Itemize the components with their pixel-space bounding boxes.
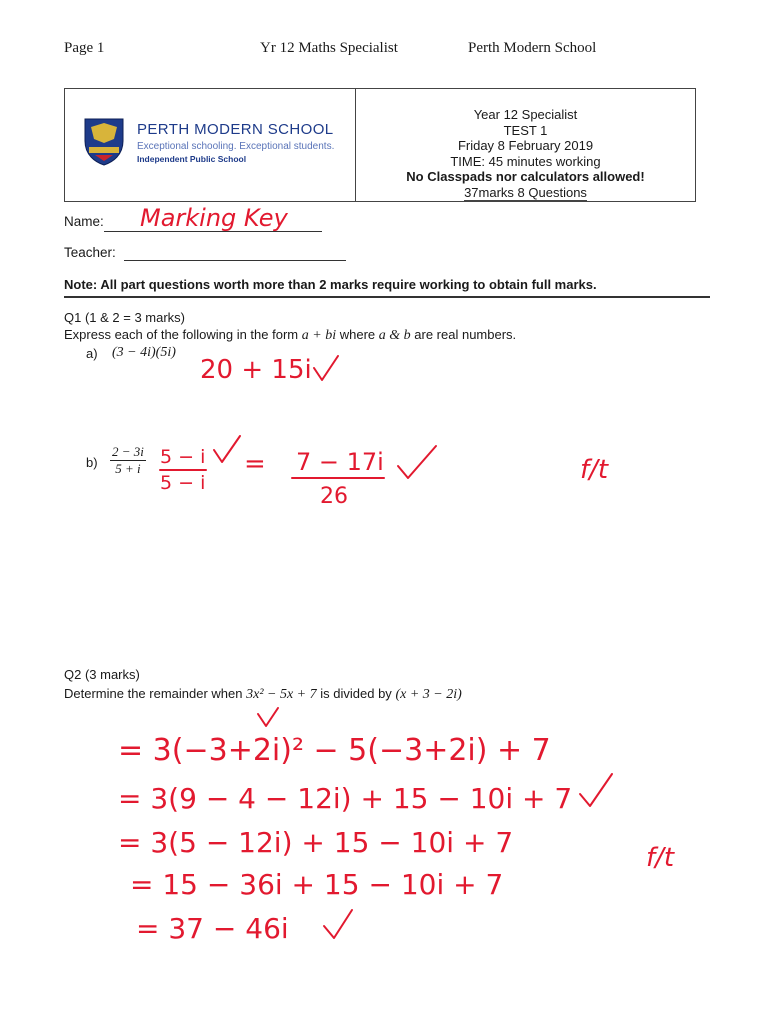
q1-title: Q1 (1 & 2 = 3 marks) [64,310,186,325]
q2-prompt-divided: is divided by [320,686,392,701]
q1-ft-mark: f/t [580,455,609,485]
teacher-label: Teacher: [64,245,116,260]
tick-icon [214,436,240,462]
q2-step-1: = 3(−3+2i)² − 5(−3+2i) + 7 [118,733,551,768]
test-date: Friday 8 February 2019 [457,138,594,153]
total-marks: 37 [464,184,479,200]
q2-step-5: = 37 − 46i [136,912,289,945]
tick-icon [258,708,278,726]
test-number: TEST 1 [503,122,548,138]
test-year: Year 12 Specialist [473,107,578,122]
q2-polynomial: 3x² − 5x + 7 [246,687,317,702]
tick-icon [324,910,352,938]
q1a-expression: (3 − 4i)(5i) [112,345,176,360]
q1-prompt-text: Express each of the following in the form [64,327,299,342]
tick-icon [398,446,436,478]
q2-ft-mark: f/t [646,843,675,873]
q2-step-3: = 3(5 − 12i) + 15 − 10i + 7 [118,826,514,859]
tick-icon [580,774,612,806]
tick-icon [314,356,338,380]
logo-school-name: PERTH MODERN SCHOOL [137,121,334,138]
page-number: Page 1 [64,40,105,56]
logo-school-type: Independent Public School [137,154,247,164]
q1b-label: b) [86,455,98,470]
q2-step-4: = 15 − 36i + 15 − 10i + 7 [130,868,504,901]
q1b-denominator: 5 + i [115,461,141,476]
test-time: TIME: 45 minutes working [450,153,601,169]
q1a-answer: 20 + 15i [200,355,312,385]
q1b-answer-numerator: 7 − 17i [296,448,384,476]
name-label: Name: [64,214,104,229]
marks-questions: marks 8 Questions [478,184,587,200]
q1b-equals: = [244,449,266,479]
q1-vars: a & b [378,328,411,343]
test-calculator-rule: No Classpads nor calculators allowed! [406,169,645,184]
q2-title: Q2 (3 marks) [64,667,140,682]
course-title: Yr 12 Maths Specialist [260,40,398,56]
school-header: Perth Modern School [468,40,597,56]
q1-prompt-end: are real numbers. [414,327,517,342]
q1b-mult-denominator: 5 − i [160,472,206,494]
logo-tagline: Exceptional schooling. Exceptional students. [137,141,335,152]
q1b-mult-numerator: 5 − i [160,446,206,468]
q2-prompt-text: Determine the remainder when [64,686,243,701]
q1a-label: a) [86,346,98,361]
working-note: Note: All part questions worth more than 2 marks require working to obtain full marks. [64,277,597,292]
marking-key-text: Marking Key [140,204,288,232]
q2-step-2: = 3(9 − 4 − 12i) + 15 − 10i + 7 [118,782,573,815]
q1b-numerator: 2 − 3i [112,444,144,459]
q1-form: a + bi [301,328,337,343]
q1b-answer-denominator: 26 [320,484,348,509]
q1-prompt-where: where [339,327,376,342]
q2-divisor: (x + 3 − 2i) [395,687,462,702]
